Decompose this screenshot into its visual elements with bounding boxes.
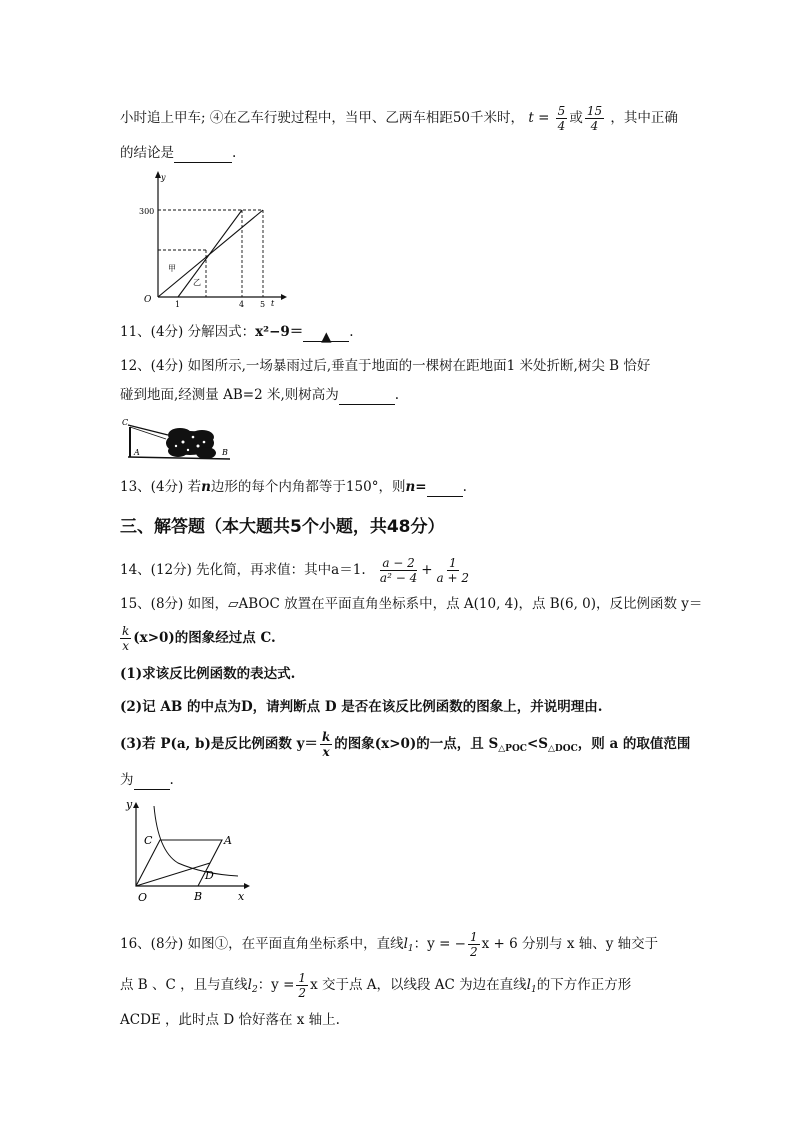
x-axis-label: x bbox=[238, 890, 245, 903]
y-axis-label: y bbox=[161, 173, 166, 182]
q15-part3-b: 的图象(x>0)的一点，且 S bbox=[334, 736, 499, 752]
fraction-k-over-x: $\frac{k}{x}$ bbox=[122, 624, 130, 653]
period: . bbox=[349, 324, 354, 340]
or-word: 或 bbox=[569, 110, 583, 126]
q12-text-1: 12、(4分) 如图所示,一场暴雨过后,垂直于地面的一棵树在距地面1 米处折断,树尖 B 恰好 bbox=[120, 358, 651, 374]
answer-blank bbox=[174, 148, 232, 163]
q15-line1 bbox=[120, 594, 702, 614]
q16-text-2c: x 交于点 A，以线段 AC 为边在直线 bbox=[310, 977, 527, 993]
q15-part3-c: ，则 a 的取值范围 bbox=[577, 736, 691, 752]
label-jia: 甲 bbox=[168, 264, 176, 273]
triangle-icon: ▲ bbox=[321, 329, 332, 345]
q10-line2-text: 的结论是 bbox=[120, 145, 174, 161]
q16-text-3: ACDE ，此时点 D 恰好落在 x 轴上. bbox=[120, 1012, 340, 1028]
q11-prefix: 11、(4分) 分解因式： bbox=[120, 324, 256, 340]
x-tick-5: 5 bbox=[260, 300, 266, 309]
q15-part3 bbox=[120, 730, 690, 759]
q15-part3-a: (3)若 P(a, b)是反比例函数 y＝ bbox=[120, 736, 318, 752]
q16-text-2b: ：y = bbox=[257, 977, 295, 993]
origin-label: O bbox=[144, 295, 152, 305]
parallelogram-graph bbox=[118, 796, 253, 906]
q13-prefix: 13、(4分) 若 bbox=[120, 479, 202, 495]
q13 bbox=[120, 477, 467, 497]
period: . bbox=[232, 145, 237, 161]
x-axis-label: t bbox=[271, 299, 275, 308]
less-than: <S bbox=[526, 736, 549, 752]
label-A: A bbox=[224, 834, 232, 847]
q16-text-2d: 的下方作正方形 bbox=[536, 977, 632, 993]
label-A: A bbox=[134, 448, 140, 457]
line-yi bbox=[178, 210, 242, 297]
fraction-one-half: $\frac{1}{2}$ bbox=[470, 930, 478, 959]
period: . bbox=[394, 387, 400, 403]
l1-symbol: $l_1$ bbox=[403, 936, 414, 954]
q16-text-1a: 16、(8分) 如图①，在平面直角坐标系中，直线 bbox=[120, 936, 404, 952]
q15-part1 bbox=[120, 664, 295, 684]
subscript-poc: △POC bbox=[498, 744, 527, 754]
label-C: C bbox=[144, 834, 153, 847]
label-B: B bbox=[194, 890, 203, 903]
label-O: O bbox=[138, 891, 148, 904]
q11-expr-b: −9＝ bbox=[269, 324, 304, 340]
q13-answer-blank bbox=[427, 482, 463, 497]
y-axis-label: y bbox=[126, 798, 133, 811]
l2-symbol: $l_2$ bbox=[247, 977, 258, 995]
q15-part1-text: (1)求该反比例函数的表达式. bbox=[120, 666, 296, 682]
tree-crown bbox=[166, 428, 216, 459]
equals-sign: = bbox=[538, 110, 550, 126]
q14 bbox=[120, 556, 473, 585]
q15-part2-text: (2)记 AB 的中点为D，请判断点 D 是否在该反比例函数的图象上，并说明理由. bbox=[120, 699, 603, 715]
q16-text-1c: x + 6 分别与 x 轴、y 轴交于 bbox=[481, 936, 659, 952]
label-C: C bbox=[122, 418, 129, 427]
x-tick-1: 1 bbox=[175, 300, 181, 309]
fraction-k-over-x-2: $\frac{k}{x}$ bbox=[321, 730, 331, 759]
q11 bbox=[120, 322, 354, 345]
n-variable: n bbox=[201, 479, 211, 495]
period: . bbox=[462, 479, 467, 495]
equals-sign: = bbox=[415, 479, 427, 495]
t-variable: t bbox=[528, 110, 534, 126]
q16-text-2a: 点 B 、C ，且与直线 bbox=[120, 977, 248, 993]
label-D: D bbox=[205, 869, 214, 882]
q15-part2 bbox=[120, 697, 602, 717]
y-tick-300: 300 bbox=[139, 207, 155, 216]
fraction-15-4: $\frac{15}{4}$ bbox=[586, 104, 603, 133]
q15-part3-line2 bbox=[120, 770, 174, 790]
q16-line2 bbox=[120, 971, 631, 1000]
fraction-a-minus-2: $\frac{a - 2}{\text{a² − 4}}$ bbox=[379, 556, 418, 585]
q15-text-1: 15、(8分) 如图，▱ABOC 放置在平面直角坐标系中，点 A(10, 4)，点 B(6, 0)，反比例函数 y＝ bbox=[120, 596, 703, 612]
fraction-one-half-2: $\frac{1}{2}$ bbox=[298, 971, 307, 1000]
q13-middle: 边形的每个内角都等于150°，则 bbox=[210, 479, 406, 495]
l1-symbol-2: $l_1$ bbox=[526, 977, 537, 995]
plus-sign: + bbox=[421, 562, 433, 578]
q14-text: 14、(12分) 先化简，再求值：其中a＝1. bbox=[120, 562, 366, 578]
subscript-doc: △DOC bbox=[548, 744, 578, 754]
q16-line3 bbox=[120, 1010, 340, 1030]
q16-text-1b: ：y = − bbox=[413, 936, 466, 952]
q16-line1 bbox=[120, 930, 658, 959]
q15-text-2: (x>0)的图象经过点 C. bbox=[133, 630, 276, 646]
q12-text-2: 碰到地面,经测量 AB=2 米,则树高为 bbox=[120, 387, 339, 403]
q11-answer-blank bbox=[303, 327, 349, 345]
period: . bbox=[169, 772, 174, 788]
q12-line2 bbox=[120, 385, 399, 405]
q10-line1 bbox=[120, 104, 678, 133]
q11-expr-a: x² bbox=[255, 324, 270, 340]
q10-line2 bbox=[120, 143, 236, 163]
label-B: B bbox=[222, 448, 228, 457]
q15-line2 bbox=[120, 624, 276, 653]
q12-line1 bbox=[120, 356, 650, 376]
distance-time-graph bbox=[138, 170, 288, 310]
q12-answer-blank bbox=[339, 390, 395, 405]
q15-answer-blank bbox=[134, 775, 170, 790]
segment-od bbox=[136, 863, 210, 886]
label-yi: 乙 bbox=[193, 278, 201, 287]
fraction-1-over-a-plus-2: $\frac{1}{a + 2}$ bbox=[436, 556, 470, 585]
q10-line1-text: 小时追上甲车; ④在乙车行驶过程中，当甲、乙两车相距50千米时， bbox=[120, 110, 525, 126]
fraction-5-4: $\frac{5}{4}$ bbox=[557, 104, 566, 133]
x-tick-4: 4 bbox=[239, 300, 245, 309]
q10-line1-end: ，其中正确 bbox=[610, 110, 678, 126]
broken-tree-figure bbox=[118, 415, 230, 465]
n-variable-2: n bbox=[405, 479, 416, 495]
q15-part3-line2-text: 为 bbox=[120, 772, 134, 788]
section-heading: 三、解答题（本大题共5个小题，共48分） bbox=[120, 517, 445, 537]
